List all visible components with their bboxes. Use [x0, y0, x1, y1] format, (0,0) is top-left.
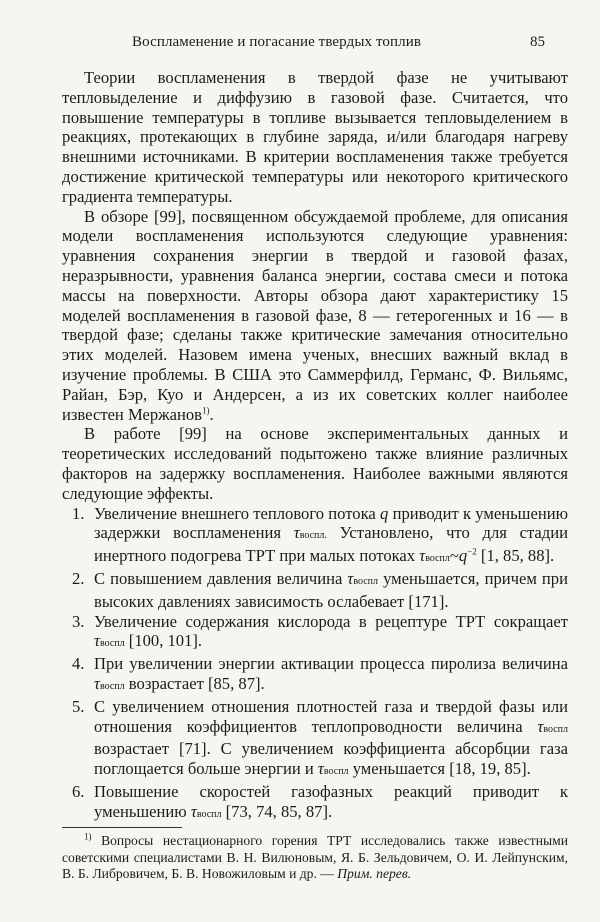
main-text	[62, 68, 568, 824]
footnote-marker: 1)	[202, 405, 210, 416]
page-number: 85	[530, 34, 545, 50]
list-text: С повышением давления величина τвоспл уменьшается, причем при высоких давлениях зависимость ослабевает [171].	[94, 568, 568, 611]
running-title: Воспламенение и погасание твердых топлив	[132, 34, 422, 50]
footnote-text: $^{1)}$ Вопросы нестационарного горения ТРТ исследовались также известными советскими специалистами В. Н. Вилюновым, Я. Б. Зельдовичем, О. И. Лейпунским, В. Б. Либровичем, Б. В. Новожиловым и др. — Прим. перев.	[62, 831, 568, 882]
footnote	[62, 833, 568, 883]
list-number: 5.	[72, 696, 85, 716]
footnote-divider	[62, 827, 182, 828]
footnote-marker: 1)	[84, 831, 92, 842]
list-text: С увеличением отношения плотностей газа и твердой фазы или отношения коэффициентов теплопроводности величина τвоспл возрастает [71]. С увеличением коэффициента абсорбции газа поглощается больше энергии и τвоспл уменьшается [18, 19, 85].	[94, 696, 568, 779]
list-number: 3.	[72, 611, 85, 631]
paragraph-3: В работе [99] на основе экспериментальных данных и теоретических исследований подытожено также влияние различных факторов на задержку воспламенения. Наиболее важными являются следующие эффекты.	[62, 424, 568, 503]
list-text: Увеличение содержания кислорода в рецептуре ТРТ сокращает τвоспл [100, 101].	[94, 611, 568, 651]
paragraph-2: В обзоре [99], посвященном обсуждаемой проблеме, для описания модели воспламенения используются следующие уравнения: уравнения сохранения энергии в твердой и газовой фазах, неразрывности, уравнения баланса энергии, состава смеси и потока массы на поверхности. Авторы обзора дают характеристику 15 моделей воспламенения в газовой фазе, 8 — гетерогенных и 16 — в твердой фазе; сделаны также критические замечания относительно этих моделей. Назовем имена ученых, внесших важный вклад в изучение проблемы. В США это Саммерфилд, Германс, Ф. Вильямс, Райан, Бэр, Куо и Андерсен, а из их советских коллег наиболее известен Мержанов$^{1)}$.	[62, 206, 568, 424]
paragraph-1: Теории воспламенения в твердой фазе не учитывают тепловыделение и диффузию в газовой фазе. Считается, что повышение температуры в топливе вызывается тепловыделением в реакциях, протекающих в глубине заряда, и/или благодаря нагреву внешними источниками. В критерии воспламенения также требуется достижение критической температуры или некоторого критического градиента температуры.	[62, 68, 568, 206]
effects-list	[62, 504, 568, 825]
list-number: 1.	[72, 503, 85, 523]
list-number: 2.	[72, 568, 85, 588]
list-text: Увеличение внешнего теплового потока q приводит к уменьшению задержки воспламенения τвоспл. Установлено, что для стадии инертного подогрева ТРТ при малых потоках $\tau воспл\sim q^{-2}$ [1, 85, 88].	[94, 503, 568, 566]
list-text: При увеличении энергии активации процесса пиролиза величина τвоспл возрастает [85, 87].	[94, 654, 568, 693]
list-item	[62, 569, 568, 612]
list-text: Повышение скоростей газофазных реакций приводит к уменьшению τвоспл [73, 74, 85, 87].	[94, 781, 568, 821]
page-header	[0, 34, 600, 56]
list-number: 6.	[72, 781, 85, 801]
list-item	[62, 612, 568, 655]
list-item	[62, 697, 568, 782]
list-item	[62, 782, 568, 825]
list-item	[62, 654, 568, 697]
translator-note: Прим. перев.	[337, 866, 412, 882]
list-item	[62, 504, 568, 569]
list-number: 4.	[72, 654, 85, 674]
